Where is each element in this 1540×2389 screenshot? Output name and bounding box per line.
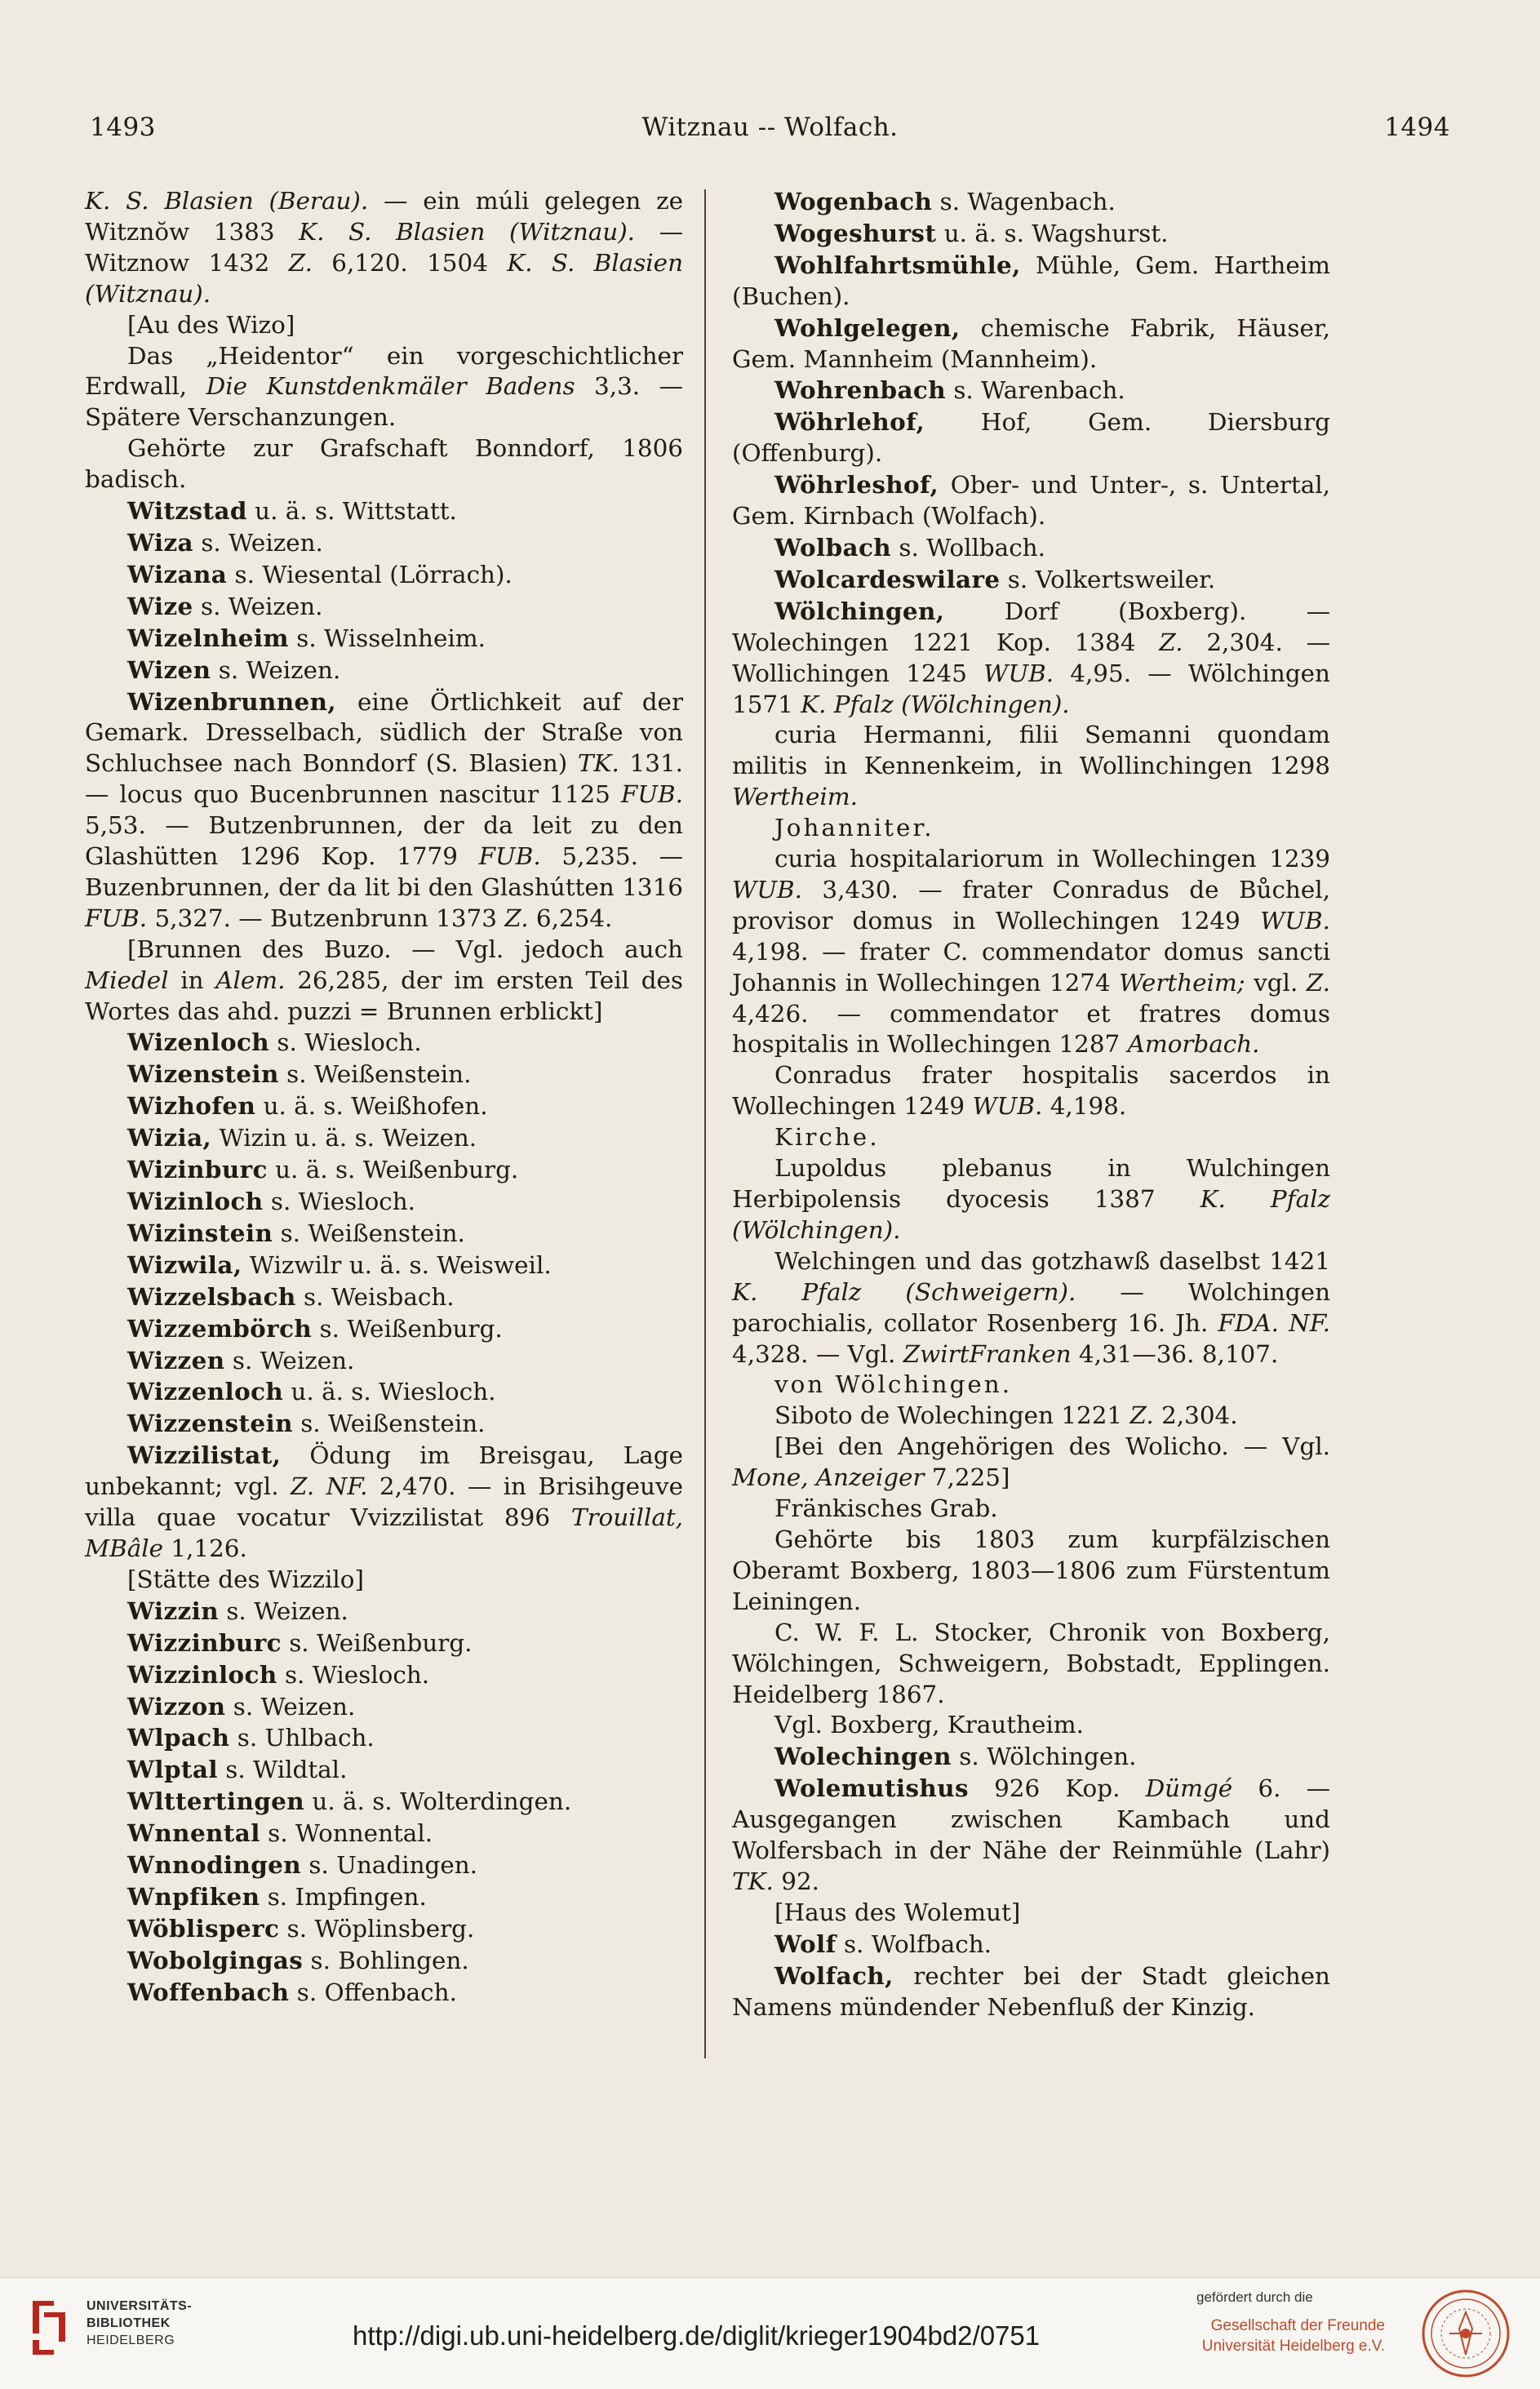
entry-paragraph: curia Hermanni, filii Semanni quondam militis in Kennenkeim, in Wollinchingen 1298 Wertheim. bbox=[732, 721, 1330, 811]
digitization-footer bbox=[0, 2277, 1540, 2389]
dictionary-entry: Wizinburc u. ä. s. Weißenburg. bbox=[127, 1155, 519, 1184]
dictionary-entry: Wogenbach s. Wagenbach. bbox=[774, 187, 1116, 215]
dictionary-entry: Wnpfiken s. Impfingen. bbox=[127, 1881, 427, 1911]
entry-paragraph: C. W. F. L. Stocker, Chronik von Boxberg, Wölchingen, Schweigern, Bobstadt, Epplingen. Heidelberg 1867. bbox=[732, 1618, 1330, 1708]
section-heading: von Wölchingen. bbox=[774, 1370, 1013, 1399]
etymology-note: [Au des Wizo] bbox=[127, 310, 295, 339]
etymology-note: [Haus des Wolemut] bbox=[774, 1898, 1021, 1926]
dictionary-entry: Wizzin s. Weizen. bbox=[127, 1596, 348, 1625]
page-number-right: 1494 bbox=[1384, 113, 1450, 142]
headword: Wizwila, bbox=[127, 1250, 242, 1279]
headword: Wogenbach bbox=[774, 187, 933, 215]
headword: Wizzin bbox=[127, 1596, 219, 1625]
headword: Witzstad bbox=[127, 496, 247, 526]
dictionary-entry: Wizzinloch s. Wiesloch. bbox=[127, 1659, 430, 1689]
headword: Wnnental bbox=[127, 1818, 260, 1848]
ub-logo-icon bbox=[26, 2296, 75, 2361]
dictionary-entry: Wlptal s. Wildtal. bbox=[127, 1755, 348, 1784]
dictionary-entry: Wizen s. Weizen. bbox=[127, 655, 341, 684]
sponsor-note: gefördert durch die bbox=[1196, 2289, 1313, 2305]
dictionary-entry: Wize s. Weizen. bbox=[127, 591, 323, 620]
left-column bbox=[85, 186, 683, 2009]
dictionary-entry: Wizzilistat, Ödung im Breisgau, Lage unbekannt; vgl. Z. NF. 2,470. — in Brisihgeuve villa quae vocatur Vvizzilistat 896 Trouillat, MBâle 1,126. bbox=[85, 1441, 683, 1562]
headword: Wizana bbox=[127, 559, 228, 588]
dictionary-entry: Wizzinburc s. Weißenburg. bbox=[127, 1627, 473, 1657]
headword: Wohlgelegen, bbox=[774, 313, 961, 342]
headword: Wiza bbox=[127, 527, 193, 557]
entry-paragraph: Das „Heidentor“ ein vorgeschichtlicher Erdwall, Die Kunstdenkmäler Badens 3,3. — Spätere Verschanzungen. bbox=[85, 341, 684, 432]
dictionary-entry: Wobolgingas s. Bohlingen. bbox=[127, 1945, 469, 1974]
dictionary-entry: Woffenbach s. Offenbach. bbox=[127, 1977, 457, 2006]
entry-paragraph: Gehörte zur Grafschaft Bonndorf, 1806 badisch. bbox=[85, 434, 683, 494]
dictionary-entry: Wiza s. Weizen. bbox=[127, 527, 323, 557]
headword: Wlpach bbox=[127, 1723, 230, 1752]
dictionary-entry: Wizwila, Wizwilr u. ä. s. Weisweil. bbox=[127, 1250, 552, 1279]
dictionary-entry: Wöblisperc s. Wöplinsberg. bbox=[127, 1913, 475, 1943]
dictionary-entry: Wöhrleshof, Ober- und Unter-, s. Untertal, Gem. Kirnbach (Wolfach). bbox=[732, 470, 1330, 531]
dictionary-entry: Wolfach, rechter bei der Stadt gleichen Namens mündender Nebenfluß der Kinzig. bbox=[732, 1960, 1330, 2021]
dictionary-entry: Wizana s. Wiesental (Lörrach). bbox=[127, 559, 513, 588]
dictionary-entry: Wlpach s. Uhlbach. bbox=[127, 1723, 375, 1752]
dictionary-entry: Wizinloch s. Wiesloch. bbox=[127, 1187, 416, 1215]
dictionary-entry: Wolechingen s. Wölchingen. bbox=[774, 1742, 1137, 1771]
headword: Wlttertingen bbox=[127, 1787, 305, 1816]
running-header bbox=[90, 113, 1450, 152]
dictionary-entry: Wlttertingen u. ä. s. Wolterdingen. bbox=[127, 1787, 572, 1816]
dictionary-entry: Wolbach s. Wollbach. bbox=[774, 532, 1045, 562]
headword: Wizelnheim bbox=[127, 623, 289, 652]
headword: Wizenstein bbox=[127, 1059, 279, 1089]
dictionary-entry: Wizzen s. Weizen. bbox=[127, 1345, 355, 1374]
headword: Wobolgingas bbox=[127, 1945, 304, 1974]
headword: Wolcardeswilare bbox=[774, 564, 1001, 593]
dictionary-entry: Wohlgelegen, chemische Fabrik, Häuser, Gem. Mannheim (Mannheim). bbox=[732, 313, 1330, 373]
entry-paragraph: Gehörte bis 1803 zum kurpfälzischen Oberamt Boxberg, 1803—1806 zum Fürstentum Leiningen. bbox=[732, 1525, 1330, 1615]
dictionary-entry: Wizelnheim s. Wisselnheim. bbox=[127, 623, 486, 652]
dictionary-entry: Wizenbrunnen, eine Örtlichkeit auf der Gemark. Dresselbach, südlich der Straße von Schluchsee nach Bonndorf (S. Blasien) TK. 131. — locus quo Bucenbrunnen nascitur 1125 FUB. 5,53. — Butzenbrunnen, der da leit zu den Glashütten 1296 Kop. 1779 FUB. 5,235. — Buzenbrunnen, der da lit bi den Glashútten 1316 FUB. 5,327. — Butzenbrunn 1373 Z. 6,254. bbox=[85, 686, 683, 932]
dictionary-entry: Wizhofen u. ä. s. Weißhofen. bbox=[127, 1091, 488, 1121]
right-column bbox=[732, 186, 1330, 2023]
headword: Wogeshurst bbox=[774, 218, 937, 247]
etymology-note: [Stätte des Wizzilo] bbox=[127, 1565, 364, 1593]
column-divider bbox=[704, 189, 706, 2058]
dictionary-entry: Wizinstein s. Weißenstein. bbox=[127, 1218, 465, 1247]
entry-paragraph: K. S. Blasien (Berau). — ein múli gelegen ze Witznŏw 1383 K. S. Blasien (Witznau). — Witznow 1432 Z. 6,120. 1504 K. S. Blasien (Witznau). bbox=[85, 187, 684, 308]
university-seal-icon bbox=[1420, 2288, 1511, 2379]
headword: Wolfach, bbox=[774, 1960, 894, 1990]
dictionary-entry: Wnnental s. Wonnental. bbox=[127, 1818, 433, 1848]
headword: Wolf bbox=[774, 1929, 837, 1958]
dictionary-entry: Wölchingen, Dorf (Boxberg). — Wolechingen 1221 Kop. 1384 Z. 2,304. — Wollichingen 1245 WUB. 4,95. — Wölchingen 1571 K. Pfalz (Wölchingen). bbox=[732, 596, 1330, 718]
headword: Wölchingen, bbox=[774, 596, 945, 625]
dictionary-entry: Wizenstein s. Weißenstein. bbox=[127, 1059, 472, 1089]
entry-paragraph: Vgl. Boxberg, Krautheim. bbox=[774, 1711, 1084, 1739]
headword: Wohlfahrtsmühle, bbox=[774, 250, 1021, 279]
entry-paragraph: Siboto de Wolechingen 1221 Z. 2,304. bbox=[774, 1401, 1238, 1430]
headword: Wizzenstein bbox=[127, 1409, 293, 1438]
dictionary-entry: Wolemutishus 926 Kop. Dümgé 6. — Ausgegangen zwischen Kambach und Wolfersbach in der Nähe der Reinmühle (Lahr) TK. 92. bbox=[732, 1774, 1330, 1895]
headword: Wizzembörch bbox=[127, 1313, 313, 1343]
headword: Wolbach bbox=[774, 532, 892, 562]
headword: Wizen bbox=[127, 655, 211, 684]
headword: Wnnodingen bbox=[127, 1850, 302, 1880]
dictionary-entry: Wöhrlehof, Hof, Gem. Diersburg (Offenburg). bbox=[732, 407, 1330, 468]
dictionary-entry: Wizia, Wizin u. ä. s. Weizen. bbox=[127, 1123, 477, 1152]
headword: Wizinstein bbox=[127, 1218, 273, 1247]
entry-paragraph: Fränkisches Grab. bbox=[774, 1494, 998, 1523]
permalink-url[interactable]: http://digi.ub.uni-heidelberg.de/diglit/krieger1904bd2/0751 bbox=[353, 2320, 1041, 2351]
dictionary-entry: Wizzelsbach s. Weisbach. bbox=[127, 1281, 455, 1311]
dictionary-entry: Wolcardeswilare s. Volkertsweiler. bbox=[774, 564, 1216, 593]
headword: Woffenbach bbox=[127, 1977, 290, 2006]
headword: Wizinburc bbox=[127, 1155, 268, 1184]
headword: Wizzon bbox=[127, 1691, 226, 1721]
headword: Wizzelsbach bbox=[127, 1281, 296, 1311]
headword: Wnpfiken bbox=[127, 1881, 260, 1911]
dictionary-entry: Witzstad u. ä. s. Wittstatt. bbox=[127, 496, 457, 526]
etymology-note: [Bei den Angehörigen des Wolicho. — Vgl. Mone, Anzeiger 7,225] bbox=[732, 1432, 1330, 1492]
library-name: UNIVERSITÄTS- BIBLIOTHEK HEIDELBERG bbox=[87, 2299, 193, 2347]
entry-paragraph: curia hospitalariorum in Wollechingen 1239 WUB. 3,430. — frater Conradus de Bůchel, provisor domus in Wollechingen 1249 WUB. 4,198. — frater C. commendator domus sancti Johannis in Wollechingen 1274 Wertheim; vgl. Z. 4,426. — commendator et fratres domus hospitalis in Wollechingen 1287 Amorbach. bbox=[732, 845, 1330, 1059]
dictionary-entry: Wohlfahrtsmühle, Mühle, Gem. Hartheim (Buchen). bbox=[732, 250, 1330, 310]
headword: Wöhrleshof, bbox=[774, 470, 939, 500]
headword: Wöblisperc bbox=[127, 1913, 280, 1943]
headword: Wizenloch bbox=[127, 1028, 270, 1057]
headword: Wizzinloch bbox=[127, 1659, 277, 1689]
entry-paragraph: Lupoldus plebanus in Wulchingen Herbipolensis dyocesis 1387 K. Pfalz (Wölchingen). bbox=[732, 1154, 1330, 1244]
dictionary-entry: Wogeshurst u. ä. s. Wagshurst. bbox=[774, 218, 1169, 247]
page-number-left: 1493 bbox=[90, 113, 156, 142]
entry-paragraph: Conradus frater hospitalis sacerdos in Wollechingen 1249 WUB. 4,198. bbox=[732, 1061, 1330, 1121]
headword: Wizzenloch bbox=[127, 1377, 284, 1406]
headword: Wizinloch bbox=[127, 1187, 264, 1215]
headword: Wizhofen bbox=[127, 1091, 256, 1121]
headword: Wizenbrunnen, bbox=[127, 686, 337, 716]
dictionary-entry: Wizzenloch u. ä. s. Wiesloch. bbox=[127, 1377, 496, 1406]
entry-paragraph: Welchingen und das gotzhawß daselbst 1421 K. Pfalz (Schweigern). — Wolchingen parochialis, collator Rosenberg 16. Jh. FDA. NF. 4,328. — Vgl. ZwirtFranken 4,31—36. 8,107. bbox=[732, 1246, 1330, 1368]
dictionary-entry: Wizzon s. Weizen. bbox=[127, 1691, 356, 1721]
dictionary-entry: Wizzembörch s. Weißenburg. bbox=[127, 1313, 503, 1343]
headword: Wolechingen bbox=[774, 1742, 952, 1771]
headword: Wolemutishus bbox=[774, 1774, 969, 1803]
dictionary-entry: Wnnodingen s. Unadingen. bbox=[127, 1850, 478, 1880]
headword: Wizzilistat, bbox=[127, 1441, 282, 1470]
headword: Wize bbox=[127, 591, 193, 620]
dictionary-entry: Wolf s. Wolfbach. bbox=[774, 1929, 992, 1958]
society-name: Gesellschaft der Freunde Universität Heidelberg e.V. bbox=[1201, 2317, 1385, 2355]
dictionary-entry: Wizenloch s. Wiesloch. bbox=[127, 1028, 422, 1057]
etymology-note: [Brunnen des Buzo. — Vgl. jedoch auch Miedel in Alem. 26,285, der im ersten Teil des Wortes das ahd. puzzi = Brunnen erblickt] bbox=[85, 935, 684, 1025]
dictionary-entry: Wizzenstein s. Weißenstein. bbox=[127, 1409, 486, 1438]
headword: Wöhrlehof, bbox=[774, 407, 925, 437]
section-heading: Kirche. bbox=[774, 1123, 880, 1152]
running-title: Witznau -- Wolfach. bbox=[641, 113, 899, 142]
headword: Wizzinburc bbox=[127, 1627, 282, 1657]
headword: Wizia, bbox=[127, 1123, 212, 1152]
headword: Wizzen bbox=[127, 1345, 225, 1374]
headword: Wohrenbach bbox=[774, 375, 946, 405]
section-heading: Johanniter. bbox=[774, 814, 934, 842]
headword: Wlptal bbox=[127, 1755, 218, 1784]
dictionary-entry: Wohrenbach s. Warenbach. bbox=[774, 375, 1125, 405]
